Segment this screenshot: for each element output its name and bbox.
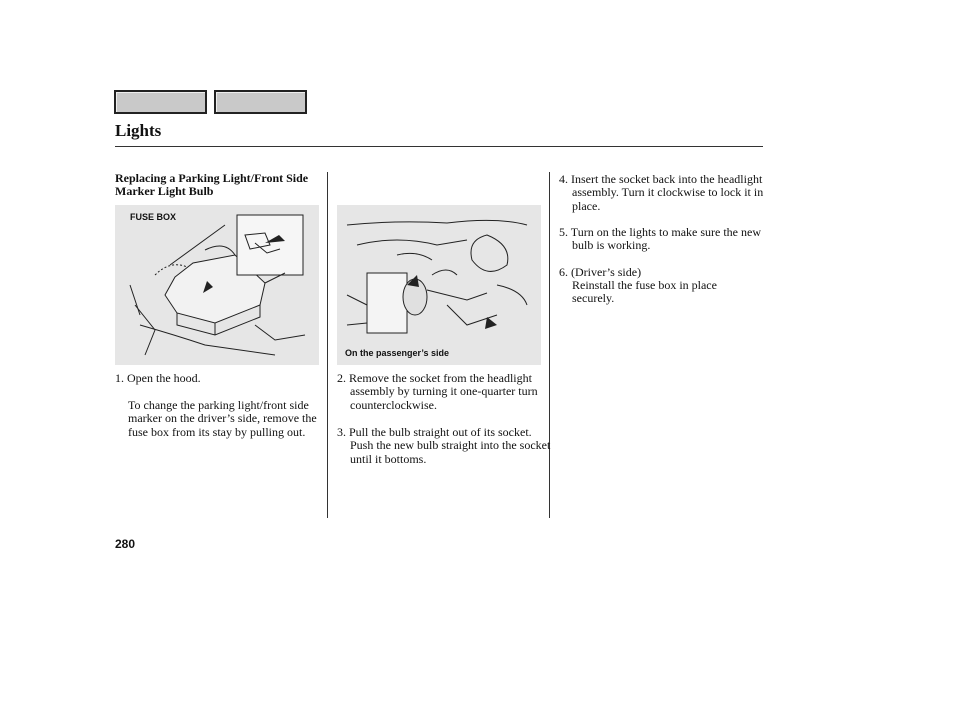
step-1: 1. Open the hood. — [115, 371, 201, 385]
step-6-heading: 6. (Driver’s side) — [559, 265, 642, 279]
fuse-box-illustration — [115, 205, 319, 365]
section-heading: Replacing a Parking Light/Front Side Marker Light Bulb — [115, 171, 309, 198]
step-4: 4. Insert the socket back into the headlight assembly. Turn it clockwise to lock it in place. — [559, 172, 764, 213]
nav-button-previous[interactable] — [114, 90, 207, 114]
fuse-box-drawing — [115, 205, 319, 365]
step-6-body: Reinstall the fuse box in place securely. — [572, 278, 717, 306]
step-3: 3. Pull the bulb straight out of its socket. Push the new bulb straight into the socket until it bottoms. — [337, 425, 551, 466]
column-divider-1 — [327, 172, 328, 518]
step-2: 2. Remove the socket from the headlight assembly by turning it one-quarter turn counterclockwise. — [337, 371, 538, 412]
headlight-drawing — [337, 205, 541, 365]
step-5: 5. Turn on the lights to make sure the new bulb is working. — [559, 225, 761, 253]
passenger-side-label: On the passenger’s side — [345, 348, 450, 358]
page-number: 280 — [115, 537, 136, 551]
title-divider — [115, 146, 763, 147]
driver-side-note: To change the parking light/front side marker on the driver’s side, remove the fuse box from its stay by pulling out. — [128, 398, 317, 439]
passenger-side-illustration — [337, 205, 541, 365]
page-title: Lights — [115, 121, 162, 140]
fuse-box-label: FUSE BOX — [130, 212, 177, 222]
nav-button-next[interactable] — [214, 90, 307, 114]
